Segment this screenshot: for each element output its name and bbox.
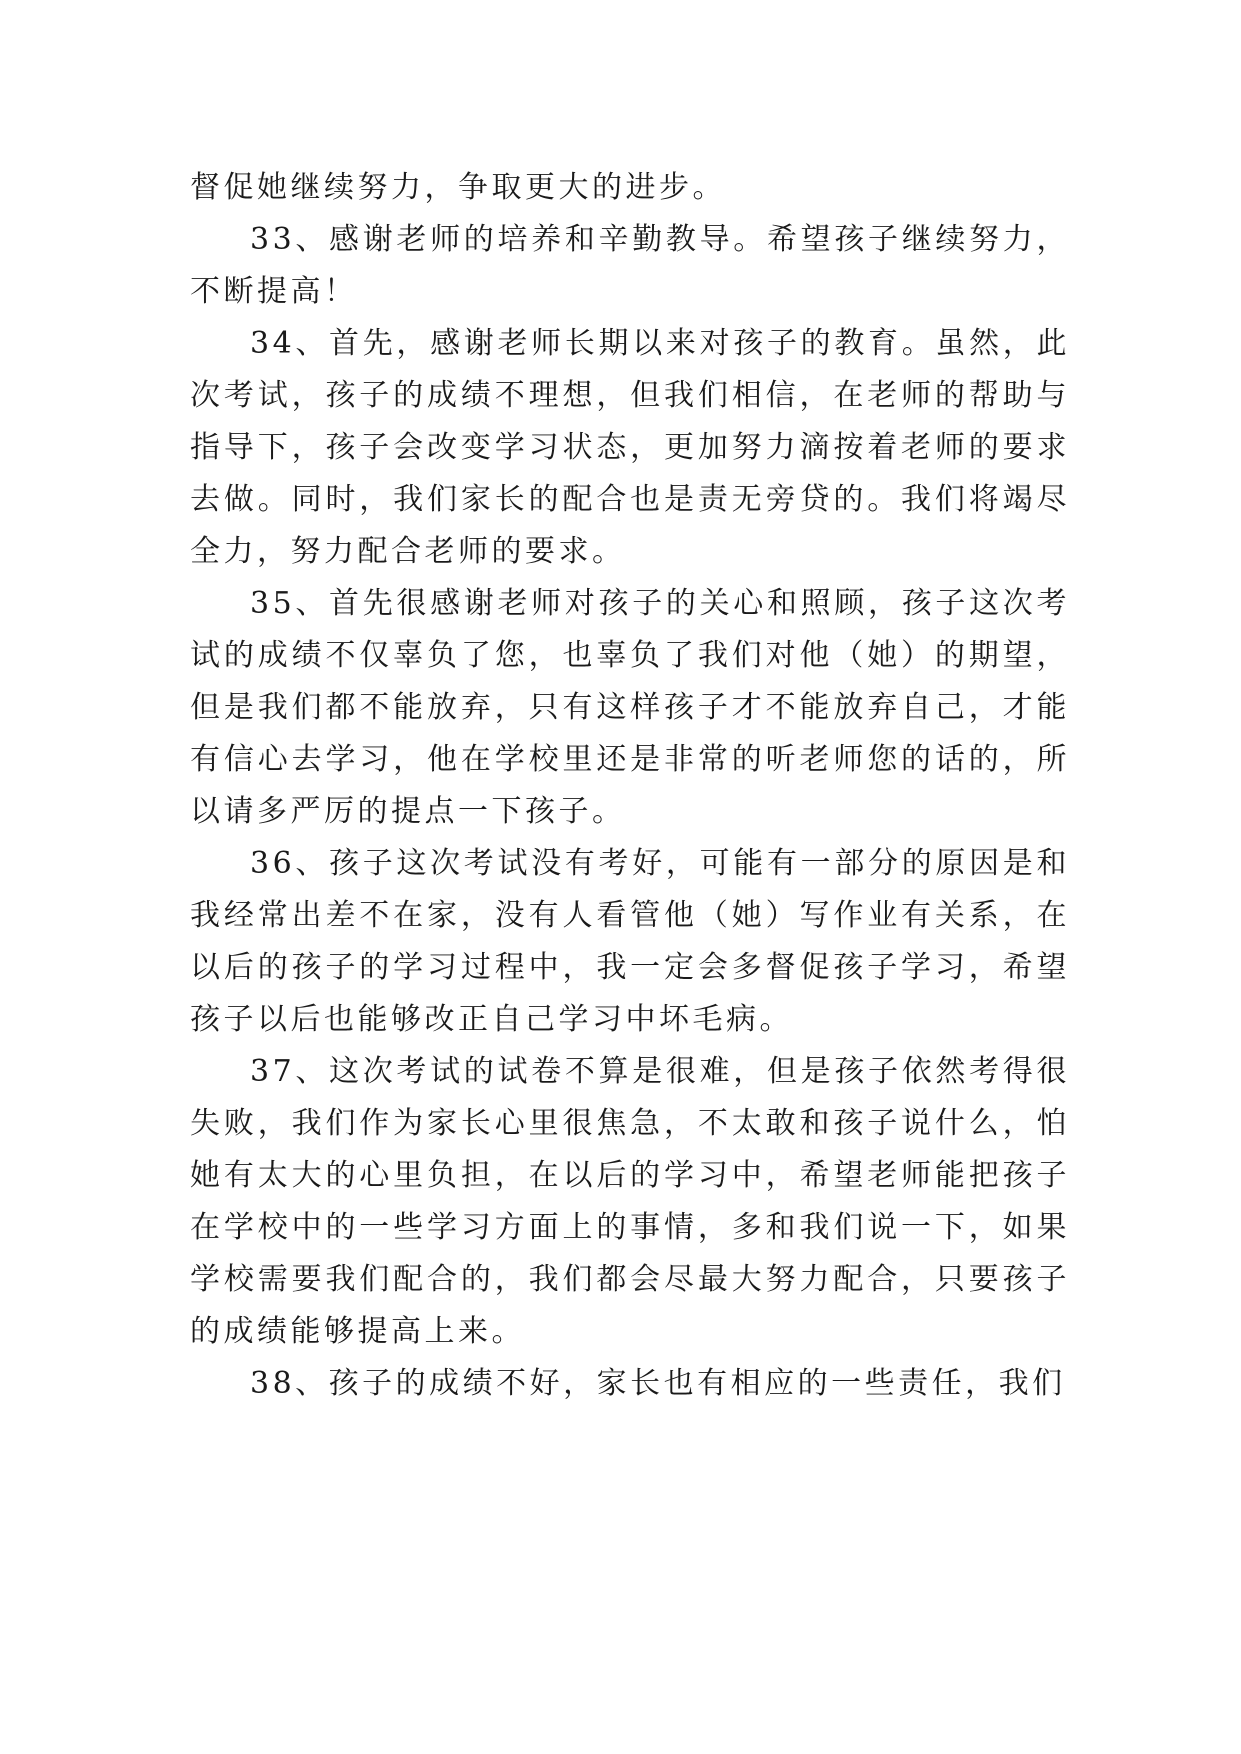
paragraph: 37、这次考试的试卷不算是很难，但是孩子依然考得很失败，我们作为家长心里很焦急，不太敢和孩子说什么，怕她有太大的心里负担，在以后的学习中，希望老师能把孩子在学校中的一些学习方面上的事情，多和我们说一下，如果学校需要我们配合的，我们都会尽最大努力配合，只要孩子的成绩能够提高上来。 [190, 1054, 1070, 1349]
paragraph: 34、首先，感谢老师长期以来对孩子的教育。虽然，此次考试，孩子的成绩不理想，但我们相信，在老师的帮助与指导下，孩子会改变学习状态，更加努力滴按着老师的要求去做。同时，我们家长的配合也是责无旁贷的。我们将竭尽全力，努力配合老师的要求。 [190, 326, 1070, 569]
paragraph: 36、孩子这次考试没有考好，可能有一部分的原因是和我经常出差不在家，没有人看管他（她）写作业有关系，在以后的孩子的学习过程中，我一定会多督促孩子学习，希望孩子以后也能够改正自己学习中坏毛病。 [190, 846, 1070, 1037]
paragraph: 33、感谢老师的培养和辛勤教导。希望孩子继续努力，不断提高！ [190, 222, 1070, 309]
document-body [190, 162, 1070, 1410]
paragraph: 38、孩子的成绩不好，家长也有相应的一些责任，我们 [250, 1366, 1066, 1401]
paragraph: 35、首先很感谢老师对孩子的关心和照顾，孩子这次考试的成绩不仅辜负了您，也辜负了我们对他（她）的期望，但是我们都不能放弃，只有这样孩子才不能放弃自己，才能有信心去学习，他在学校里还是非常的听老师您的话的，所以请多严厉的提点一下孩子。 [190, 586, 1070, 829]
paragraph: 督促她继续努力，争取更大的进步。 [190, 170, 726, 205]
